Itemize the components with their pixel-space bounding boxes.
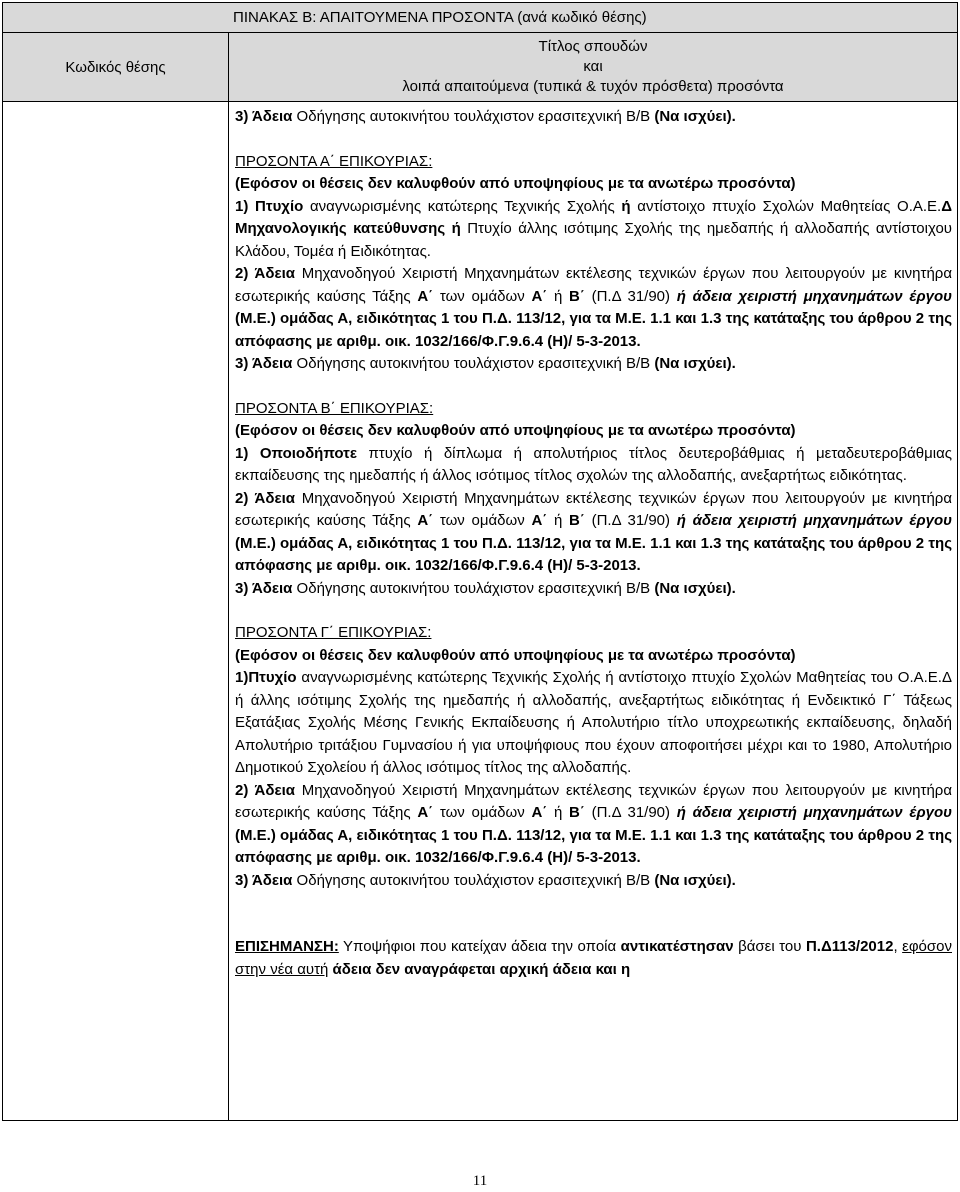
section-c-item1: 1)Πτυχίο αναγνωρισμένης κατώτερης Τεχνικής Σχολής ή αντίστοιχο πτυχίο Σχολών Μαθητείας του Ο.Α.Ε.Δ ή άλλης ισότιμης Σχολής της ημεδαπής ή αλλοδαπής, ανεξαρτήτως ειδικότητας ή Ενδεικτικό Γ΄ Τάξεως Εξατάξιας Σχολής Μέσης Γενικής Εκπαίδευσης ή Απολυτήριο τίτλο υποχρεωτικής εκπαίδευσης, δηλαδή Απολυτήριο τριτάξιου Γυμνασίου ή για υποψήφιους που έχουν αποφοιτήσει μέχρι και το 1980, Απολυτήριο Δημοτικού Σχολείου ή άλλος ισότιμος τίτλος της αλλοδαπής. <box>235 669 952 776</box>
qualifications-header-line3: λοιπά απαιτούμενα (τυπικά & τυχόν πρόσθετα) προσόντα <box>402 78 784 95</box>
qualifications-cell <box>229 102 957 1120</box>
section-b-item3: 3) Άδεια Οδήγησης αυτοκινήτου τουλάχιστον ερασιτεχνική Β/Β (Να ισχύει). <box>235 579 736 597</box>
section-c-heading: ΠΡΟΣΟΝΤΑ Γ΄ ΕΠΙΚΟΥΡΙΑΣ: <box>235 624 432 641</box>
qualifications-header <box>229 33 957 101</box>
table-header-row <box>3 33 957 102</box>
page-number: 11 <box>472 1173 488 1189</box>
section-b-item1: 1) Οποιοδήποτε πτυχίο ή δίπλωμα ή απολυτήριος τίτλος δευτεροβάθμιας ή μεταδευτεροβάθμιας εκπαίδευσης της ημεδαπής ή άλλος ισότιμος τίτλος σχολών της αλλοδαπής, ανεξαρτήτως ειδικότητας. <box>235 444 952 484</box>
qualifications-header-line2: και <box>583 58 603 75</box>
section-a-heading: ΠΡΟΣΟΝΤΑ Α΄ ΕΠΙΚΟΥΡΙΑΣ: <box>235 152 433 170</box>
position-code-cell <box>3 102 229 1120</box>
section-b-item2: 2) Άδεια Μηχανοδηγού Χειριστή Μηχανημάτων εκτέλεσης τεχνικών έργων που λειτουργούν με κινητήρα εσωτερικής καύσης Τάξης Α΄ των ομάδων Α΄ ή Β΄ (Π.Δ 31/90) ή άδεια χειριστή μηχανημάτων έργου (Μ.Ε.) ομάδας Α, ειδικότητας 1 του Π.Δ. 113/12, για τα Μ.Ε. 1.1 και 1.3 της κατάταξης του άρθρου 2 της απόφασης με αριθμ. οικ. 1032/166/Φ.Γ.9.6.4 (Η)/ 5-3-2013. <box>235 489 952 574</box>
section-b-condition: (Εφόσον οι θέσεις δεν καλυφθούν από υποψηφίους με τα ανωτέρω προσόντα) <box>235 422 796 439</box>
section-a-item1: 1) Πτυχίο αναγνωρισμένης κατώτερης Τεχνικής Σχολής ή αντίστοιχο πτυχίο Σχολών Μαθητείας Ο.Α.Ε.Δ Μηχανολογικής κατεύθυνσης ή Πτυχίο άλλης ισότιμης Σχολής της ημεδαπής ή αλλοδαπής αντίστοιχου Κλάδου, Τομέα ή Ειδικότητας. <box>235 197 953 260</box>
table-body-row <box>3 102 957 1120</box>
section-a-item2: 2) Άδεια Μηχανοδηγού Χειριστή Μηχανημάτων εκτέλεσης τεχνικών έργων που λειτουργούν με κινητήρα εσωτερικής καύσης Τάξης Α΄ των ομάδων Α΄ ή Β΄ (Π.Δ 31/90) ή άδεια χειριστή μηχανημάτων έργου (Μ.Ε.) ομάδας Α, ειδικότητας 1 του Π.Δ. 113/12, για τα Μ.Ε. 1.1 και 1.3 της κατάταξης του άρθρου 2 της απόφασης με αριθμ. οικ. 1032/166/Φ.Γ.9.6.4 (Η)/ 5-3-2013. <box>235 265 952 350</box>
position-code-header: Κωδικός θέσης <box>3 33 229 101</box>
section-c-item2: 2) Άδεια Μηχανοδηγού Χειριστή Μηχανημάτων εκτέλεσης τεχνικών έργων που λειτουργούν με κινητήρα εσωτερικής καύσης Τάξης Α΄ των ομάδων Α΄ ή Β΄ (Π.Δ 31/90) ή άδεια χειριστή μηχανημάτων έργου (Μ.Ε.) ομάδας Α, ειδικότητας 1 του Π.Δ. 113/12, για τα Μ.Ε. 1.1 και 1.3 της κατάταξης του άρθρου 2 της απόφασης με αριθμ. οικ. 1032/166/Φ.Γ.9.6.4 (Η)/ 5-3-2013. <box>235 781 952 866</box>
note-paragraph: ΕΠΙΣΗΜΑΝΣΗ: Υποψήφιοι που κατείχαν άδεια την οποία αντικατέστησαν βάσει του Π.Δ113/2012, εφόσον στην νέα αυτή άδεια δεν αναγράφεται αρχική άδεια και η <box>235 938 952 978</box>
section-b-heading: ΠΡΟΣΟΝΤΑ Β΄ ΕΠΙΚΟΥΡΙΑΣ: <box>235 399 434 417</box>
qualifications-header-line1: Τίτλος σπουδών <box>538 38 648 55</box>
section-a-condition: (Εφόσον οι θέσεις δεν καλυφθούν από υποψηφίους με τα ανωτέρω προσόντα) <box>235 175 796 192</box>
top-licence-paragraph: 3) Άδεια Οδήγησης αυτοκινήτου τουλάχιστον ερασιτεχνική Β/Β (Να ισχύει). <box>235 108 736 125</box>
section-c-condition: (Εφόσον οι θέσεις δεν καλυφθούν από υποψηφίους με τα ανωτέρω προσόντα) <box>235 646 796 664</box>
table-title: ΠΙΝΑΚΑΣ Β: ΑΠΑΙΤΟΥΜΕΝΑ ΠΡΟΣΟΝΤΑ (ανά κωδικό θέσης) <box>3 3 957 33</box>
section-c-item3: 3) Άδεια Οδήγησης αυτοκινήτου τουλάχιστον ερασιτεχνική Β/Β (Να ισχύει). <box>235 871 736 889</box>
section-a-item3: 3) Άδεια Οδήγησης αυτοκινήτου τουλάχιστον ερασιτεχνική Β/Β (Να ισχύει). <box>235 355 736 372</box>
requirements-table <box>2 2 958 1121</box>
